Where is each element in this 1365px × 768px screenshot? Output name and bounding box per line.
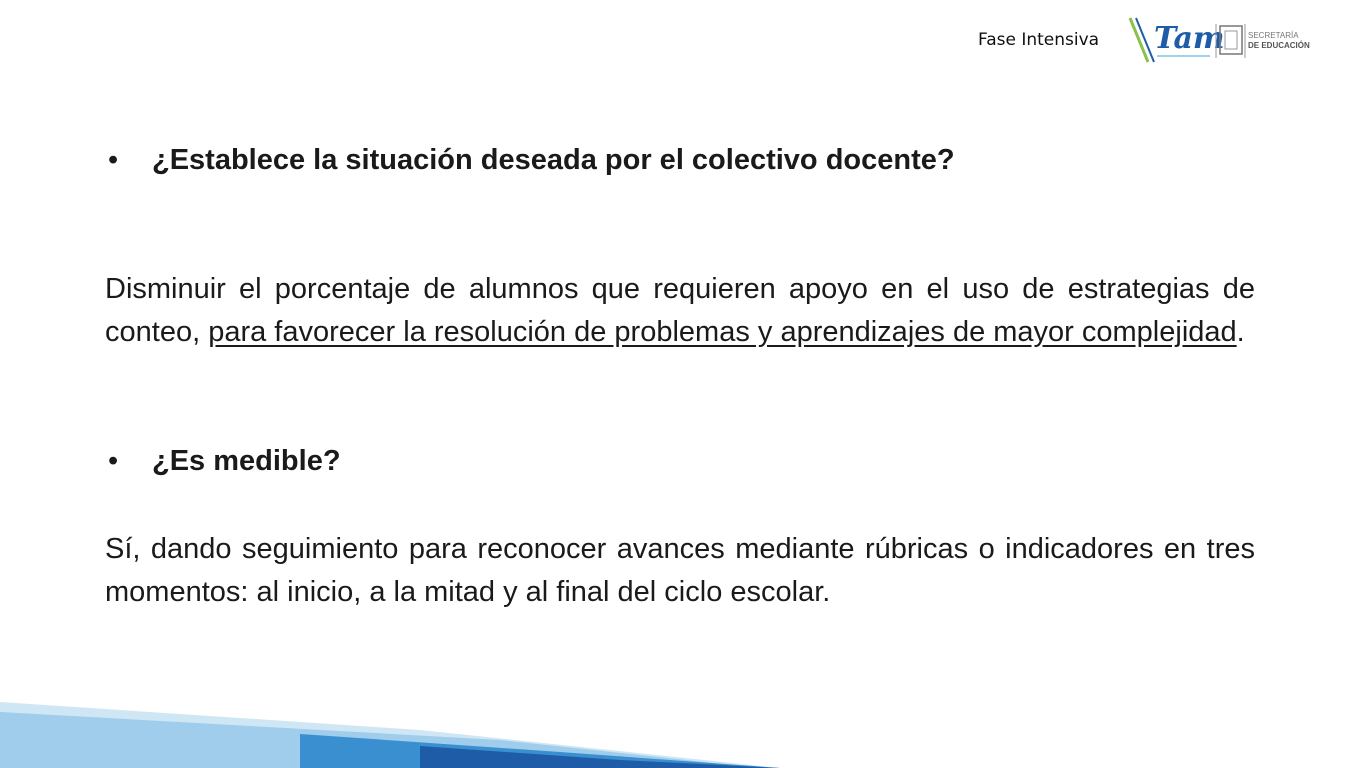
question-2 <box>108 445 341 478</box>
answer-1 <box>105 268 1255 354</box>
footer-wave-decoration <box>0 690 1365 768</box>
tam-secretaria-logo <box>1128 14 1313 66</box>
bullet-marker: • <box>108 144 119 176</box>
answer-2: Sí, dando seguimiento para reconocer avances mediante rúbricas o indicadores en tres momentos: al inicio, a la mitad y al final del ciclo escolar. <box>105 533 1255 608</box>
answer-1-lead: Disminuir el porcentaje de alumnos que requieren apoyo en el uso de estrategias de conteo, <box>105 273 1255 348</box>
brand-wordmark: Tam <box>1154 21 1225 56</box>
answer-1-end: . <box>1236 316 1245 348</box>
question-1-text: ¿Establece la situación deseada por el colectivo docente? <box>152 144 955 176</box>
seal-sublabel: DE EDUCACIÓN <box>1248 41 1310 50</box>
bullet-marker: • <box>108 445 119 477</box>
question-2-text: ¿Es medible? <box>152 445 341 477</box>
seal-label: SECRETARÍA <box>1248 31 1299 40</box>
answer-1-underlined: para favorecer la resolución de problemas y aprendizajes de mayor complejidad <box>208 316 1237 348</box>
header-title: Fase Intensiva <box>978 30 1100 50</box>
question-1 <box>108 144 955 177</box>
